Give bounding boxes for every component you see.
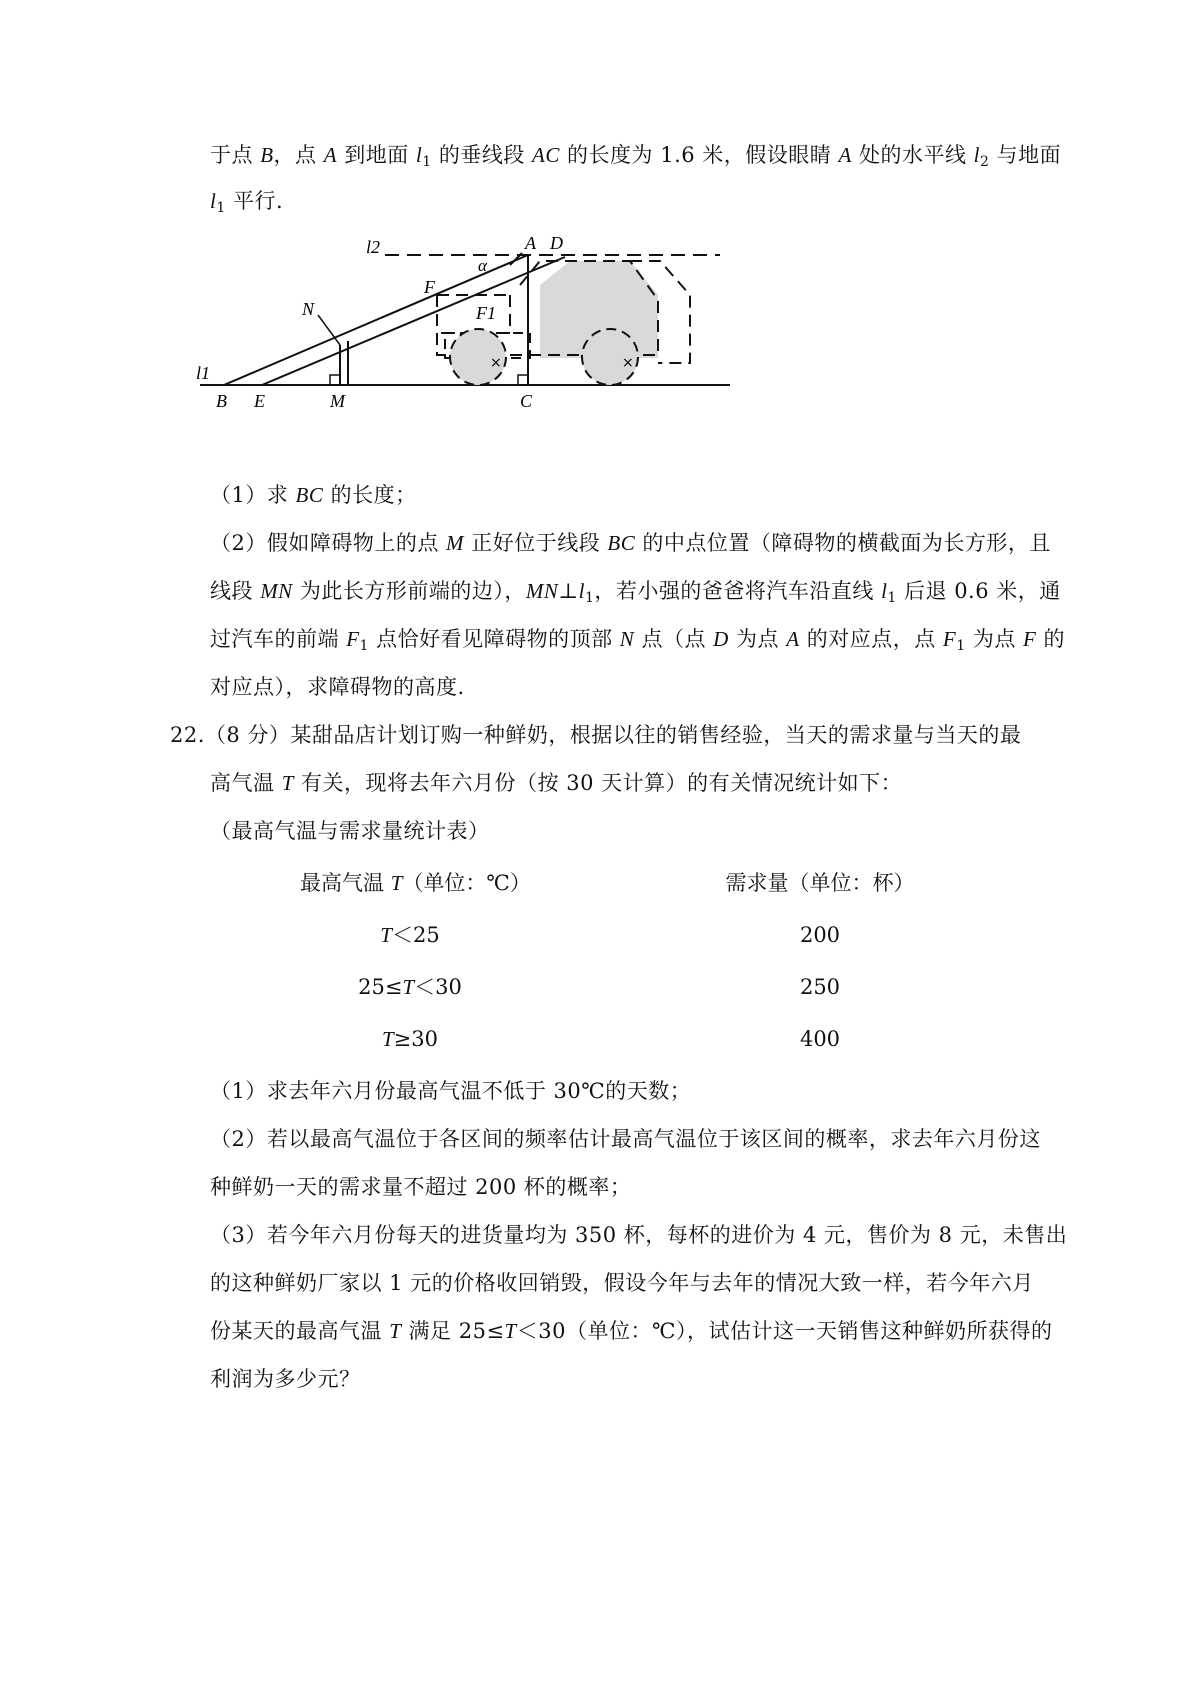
var-B: B [260,143,274,167]
text: 的长度； [323,483,417,507]
label-l2: l2 [366,237,381,257]
var-l: l [210,189,217,213]
var-F: F [942,627,957,651]
subscript: 1 [584,590,595,606]
text: 22.（8 分）某甜品店计划订购一种鲜奶，根据以往的销售经验，当天的需求量与当天的最 [170,723,1022,747]
var-N: N [619,627,635,651]
text: 点恰好看见障碍物的顶部 [368,627,620,651]
subscript: 1 [359,638,369,654]
table-row-temp [300,1024,520,1054]
text: （2）假如障碍物上的点 [210,531,447,555]
table-title [210,816,490,846]
q21-part2-line4 [210,672,465,702]
label-alpha: α [478,256,487,275]
text: 为点 [728,627,787,651]
var-l: l [881,579,888,603]
text: 与地面 [989,143,1062,167]
label-l1: l1 [196,363,211,383]
text: 点（点 [634,627,714,651]
label-D: D [550,233,563,253]
text: 25≤ [358,975,403,999]
q21-part2-line2 [210,576,1061,606]
var-BC: BC [295,483,324,507]
q22-line1 [170,720,1021,750]
var-A: A [838,143,852,167]
table-row-demand [710,1024,930,1054]
var-T: T [389,1319,402,1343]
var-T: T [281,771,294,795]
text: （2）若以最高气温位于各区间的频率估计最高气温位于该区间的概率，求去年六月份这 [210,1127,1041,1151]
subscript: 1 [216,200,226,216]
q22-part3-line4 [210,1364,361,1394]
q21-part2-line1 [210,528,1051,558]
text: 需求量（单位：杯） [725,871,915,895]
label-C: C [520,391,533,411]
text: 的垂线段 [431,143,533,167]
text: （最高气温与需求量统计表） [210,819,490,843]
q22-part1 [210,1076,691,1106]
table-row-demand [710,920,930,950]
q22-part3-line1 [210,1220,1067,1250]
text: 200 [799,923,841,947]
text: ＜25 [391,923,440,947]
var-BC: BC [607,531,636,555]
var-D: D [713,627,729,651]
var-T: T [390,871,403,895]
text: ＜30（单位：℃），试估计这一天销售这种鲜奶所获得的 [516,1319,1053,1343]
text: 400 [799,1027,841,1051]
var-A: A [786,627,800,651]
var-T: T [504,1319,517,1343]
text: ≥30 [393,1027,438,1051]
car-window-dashed [437,295,510,333]
figure-svg [196,233,800,455]
right-angle-C [518,375,528,385]
var-M: M [446,531,465,555]
text: 份某天的最高气温 [210,1319,390,1343]
label-B: B [216,391,227,411]
label-E: E [254,391,265,411]
var-l: l [415,143,423,167]
text: 为点 [965,627,1023,651]
var-MN: MN [260,579,293,603]
text: 最高气温 [300,871,391,895]
var-F: F [1023,627,1037,651]
var-T: T [402,975,415,999]
text: ⊥ [558,579,579,603]
q22-line2 [210,768,902,798]
subscript: 2 [980,154,990,170]
table-header-temp [300,868,531,898]
text: 对应点），求障碍物的高度. [210,675,465,699]
label-M: M [330,391,345,411]
text: 的长度为 1.6 米，假设眼睛 [559,143,839,167]
var-l: l [578,579,585,603]
table-row-demand [710,972,930,1002]
right-angle-M [330,375,340,385]
q22-part2-line1 [210,1124,1041,1154]
q21-part2-line3 [210,624,1065,654]
wheel-mark: × [490,355,502,371]
text: 250 [799,975,841,999]
wheel-mark: × [622,355,634,371]
text: （1）求去年六月份最高气温不低于 30℃的天数； [210,1079,692,1103]
text: 高气温 [210,771,282,795]
subscript: 1 [887,590,897,606]
q22-part3-line3 [210,1316,1052,1346]
text: ，若小强的爸爸将汽车沿直线 [594,579,882,603]
line-ED [262,257,565,385]
text: 的 [1036,627,1066,651]
var-MN: MN [525,579,559,603]
text: 种鲜奶一天的需求量不超过 200 杯的概率； [210,1175,632,1199]
text: 有关，现将去年六月份（按 30 天计算）的有关情况统计如下： [293,771,903,795]
var-A: A [323,143,338,167]
var-l: l [973,143,980,167]
text: 后退 0.6 米，通 [896,579,1061,603]
text: 于点 [210,143,261,167]
label-A: A [525,233,536,253]
q21-part1 [210,480,417,510]
text: 的这种鲜奶厂家以 1 元的价格收回销毁，假设今年与去年的情况大致一样，若今年六月 [210,1271,1034,1295]
text: 处的水平线 [851,143,974,167]
q22-part3-line2 [210,1268,1034,1298]
var-AC: AC [532,143,560,167]
text: 到地面 [337,143,416,167]
table-row-temp [300,920,520,950]
subscript: 1 [956,638,966,654]
q22-part2-line2 [210,1172,631,1202]
text: 正好位于线段 [464,531,608,555]
text: 为此长方形前端的边）， [292,579,526,603]
geometry-figure [196,233,800,455]
label-F: F [424,277,435,297]
intro-line-1 [210,140,1061,170]
text: ＜30 [414,975,462,999]
subscript: 1 [422,154,432,170]
table-row-temp [300,972,520,1002]
text: ，点 [273,143,324,167]
var-F: F [346,627,360,651]
label-N: N [302,299,315,319]
intro-line-2 [210,186,283,216]
text: 平行. [225,189,284,213]
label-F1: F1 [476,303,496,323]
text: 的中点位置（障碍物的横截面为长方形，且 [635,531,1051,555]
text: 线段 [210,579,261,603]
var-T: T [380,923,392,947]
text: （单位：℃） [402,871,531,895]
text: （3）若今年六月份每天的进货量均为 350 杯，每杯的进价为 4 元，售价为 8 元，未售出 [210,1223,1068,1247]
text: 的对应点，点 [799,627,943,651]
text: 满足 25≤ [401,1319,505,1343]
table-header-demand [710,868,930,898]
text: 利润为多少元？ [210,1367,361,1391]
text: 过汽车的前端 [210,627,347,651]
var-T: T [381,1027,394,1051]
text: （1）求 [210,483,296,507]
